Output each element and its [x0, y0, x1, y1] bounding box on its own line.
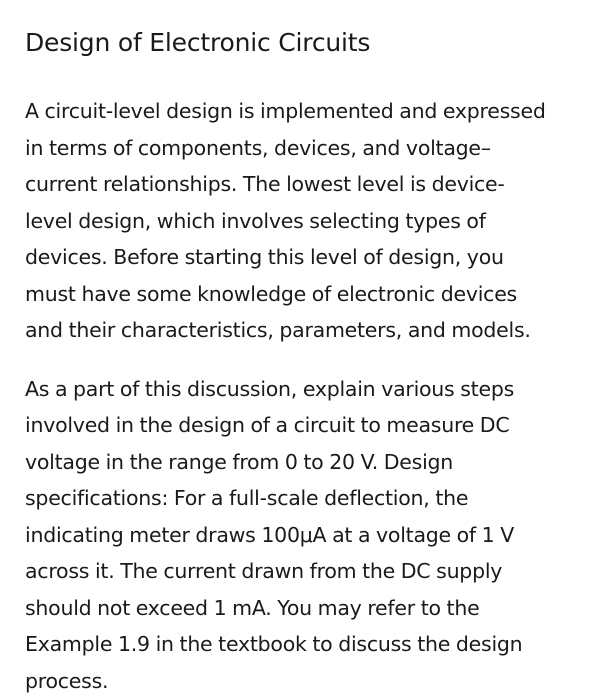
paragraph-line: indicating meter draws 100μA at a voltage of 1 V	[25, 522, 515, 547]
paragraph-line: involved in the design of a circuit to measure DC	[25, 413, 510, 437]
paragraph-line: across it. The current drawn from the DC supply	[25, 559, 503, 583]
paragraph-discussion-task	[25, 371, 585, 700]
paragraph-line: should not exceed 1 mA. You may refer to the	[25, 595, 480, 620]
paragraph-line: voltage in the range from 0 to 20 V. Design	[25, 449, 454, 474]
paragraph-line: current relationships. The lowest level is device-	[25, 172, 505, 196]
paragraph-line: As a part of this discussion, explain various steps	[25, 376, 515, 401]
paragraph-line: A circuit-level design is implemented and expressed	[25, 99, 546, 123]
paragraph-line: devices. Before starting this level of design, you	[25, 245, 504, 269]
paragraph-circuit-level-design	[25, 93, 585, 349]
paragraph-line: Example 1.9 in the textbook to discuss the design	[25, 632, 523, 656]
paragraph-line: in terms of components, devices, and voltage–	[25, 135, 491, 160]
document-page	[25, 24, 585, 699]
page-title: Design of Electronic Circuits	[25, 28, 371, 57]
paragraph-line: and their characteristics, parameters, and models.	[25, 318, 531, 342]
paragraph-line: level design, which involves selecting types of	[25, 208, 486, 233]
paragraph-line: process.	[25, 668, 109, 693]
paragraph-line: specifications: For a full-scale deflection, the	[25, 486, 469, 510]
paragraph-line: must have some knowledge of electronic devices	[25, 281, 517, 306]
